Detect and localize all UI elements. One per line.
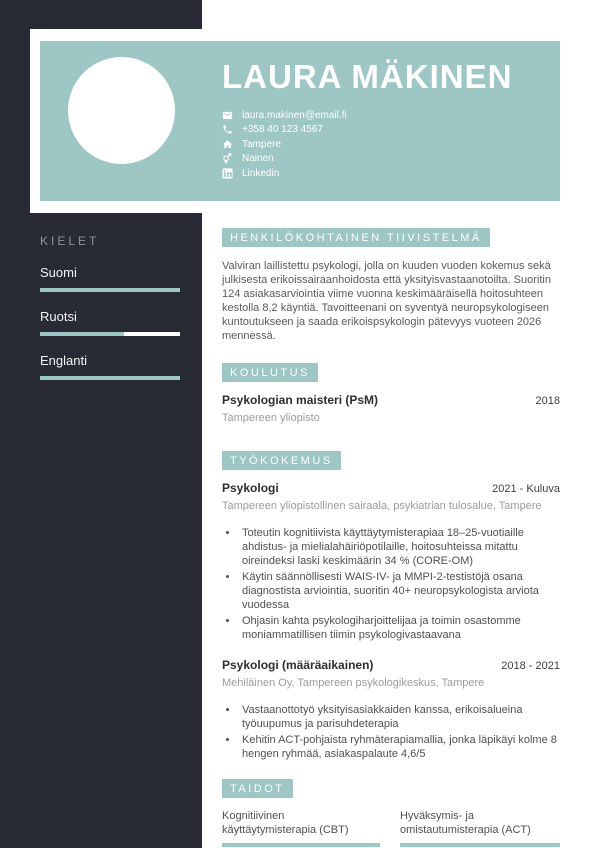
avatar <box>68 57 175 164</box>
education-entry <box>222 393 560 425</box>
job-bullet-list <box>222 703 560 761</box>
job-bullet-list <box>222 526 560 642</box>
experience-list <box>222 481 560 761</box>
main-column <box>222 228 560 847</box>
section-title-experience: TYÖKOKEMUS <box>222 451 341 470</box>
language-level-fill <box>40 332 124 336</box>
header-text <box>222 59 552 181</box>
skill-label: Hyväksymis- ja omistautumisterapia (ACT) <box>400 810 531 836</box>
language-item <box>40 265 180 292</box>
language-level-track <box>40 332 180 336</box>
language-level-fill <box>40 376 180 380</box>
contact-row <box>222 137 552 151</box>
job-title: Psykologi <box>222 481 279 495</box>
education-list <box>222 393 560 425</box>
language-level-track <box>40 288 180 292</box>
email-icon <box>222 110 233 121</box>
contact-label: Nainen <box>242 153 274 164</box>
language-list <box>40 265 180 380</box>
language-level-fill <box>40 288 180 292</box>
language-label: Englanti <box>40 353 87 368</box>
contact-row <box>222 123 552 137</box>
bullet-item: • Kehitin ACT-pohjaista ryhmäterapiamallia, jonka läpikäyi kolme 8 hengen ryhmää, asiakaspalaute 4,6/5 <box>239 733 560 761</box>
skill-label: Kognitiivinen käyttäytymisterapia (CBT) <box>222 810 349 836</box>
language-item <box>40 309 180 336</box>
skill-item <box>400 809 560 847</box>
page-title: LAURA MÄKINEN <box>222 58 513 95</box>
summary-text: Valviran laillistettu psykologi, jolla on kuuden vuoden kokemus sekä julkisesta erikoissairaanhoidosta että yksityisvastaanotoilta. Suoritin 124 asiakasarviointia viime vuonna keskimääräisellä hoitosuhteen kestolla 8,2 käyntiä. Tavoitteenani on syventyä neuropsykologiseen kuntoutukseen ja saada erikoispsykologin pätevyys vuoteen 2026 mennessä. <box>222 260 551 342</box>
bullet-item: • Käytin säännöllisesti WAIS-IV- ja MMPI-2-testistöjä osana diagnostista arviointia, suoritin 40+ neuropsykologista arviota vuodessa <box>239 570 560 612</box>
contact-label: laura.makinen@email.fi <box>242 109 347 121</box>
experience-entry <box>222 481 560 642</box>
contact-row <box>222 152 552 166</box>
linkedin-icon <box>222 168 233 179</box>
phone-icon <box>222 124 233 135</box>
languages-section-title: KIELET <box>40 234 100 248</box>
section-title-education: KOULUTUS <box>222 363 318 382</box>
bullet-item: • Vastaanottotyö yksityisasiakkaiden kanssa, erikoisalueina työuupumus ja parisuhdeterapia <box>239 703 560 731</box>
section-title-skills: TAIDOT <box>222 779 293 798</box>
degree-title: Psykologian maisteri (PsM) <box>222 393 379 407</box>
contact-list <box>222 108 552 180</box>
bullet-item: • Toteutin kognitiivista käyttäytymisterapiaa 18–25-vuotiaille ahdistus- ja mielialahäiriöpotilaille, hoitosuhteissa mitattu oireindeksi laski keskimäärin 34 % (CORE-OM) <box>239 526 560 568</box>
skill-item <box>222 809 380 847</box>
school-name: Tampereen yliopisto <box>222 412 320 424</box>
contact-row[interactable] <box>222 108 552 122</box>
employer-name: Mehiläinen Oy, Tampereen psykologikeskus, Tampere <box>222 677 485 689</box>
job-date: 2018 - 2021 <box>501 660 560 672</box>
contact-label: Tampere <box>242 138 281 150</box>
job-title: Psykologi (määräaikainen) <box>222 658 374 672</box>
language-item <box>40 353 180 380</box>
skill-underline-bar <box>400 843 560 847</box>
contact-row[interactable] <box>222 166 552 180</box>
experience-entry <box>222 658 560 761</box>
section-title-summary: HENKILÖKOHTAINEN TIIVISTELMÄ <box>222 228 490 247</box>
languages-section <box>40 234 180 380</box>
education-date: 2018 <box>535 395 560 407</box>
job-date: 2021 - Kuluva <box>492 483 560 495</box>
employer-name: Tampereen yliopistollinen sairaala, psykiatrian tulosalue, Tampere <box>222 500 542 512</box>
contact-label: Linkedin <box>242 167 280 179</box>
header-frame <box>30 29 570 213</box>
home-icon <box>222 139 233 150</box>
language-label: Suomi <box>40 265 77 280</box>
language-label: Ruotsi <box>40 309 77 324</box>
contact-label: +358 40 123 4567 <box>242 124 323 135</box>
gender-icon <box>222 153 233 164</box>
bullet-item: • Ohjasin kahta psykologiharjoittelijaa ja toimin osastomme moniammatillisen tiimin psykologivastaavana <box>239 614 560 642</box>
header-band <box>40 41 560 201</box>
skills-list <box>222 809 560 847</box>
language-level-track <box>40 376 180 380</box>
skill-underline-bar <box>222 843 380 847</box>
